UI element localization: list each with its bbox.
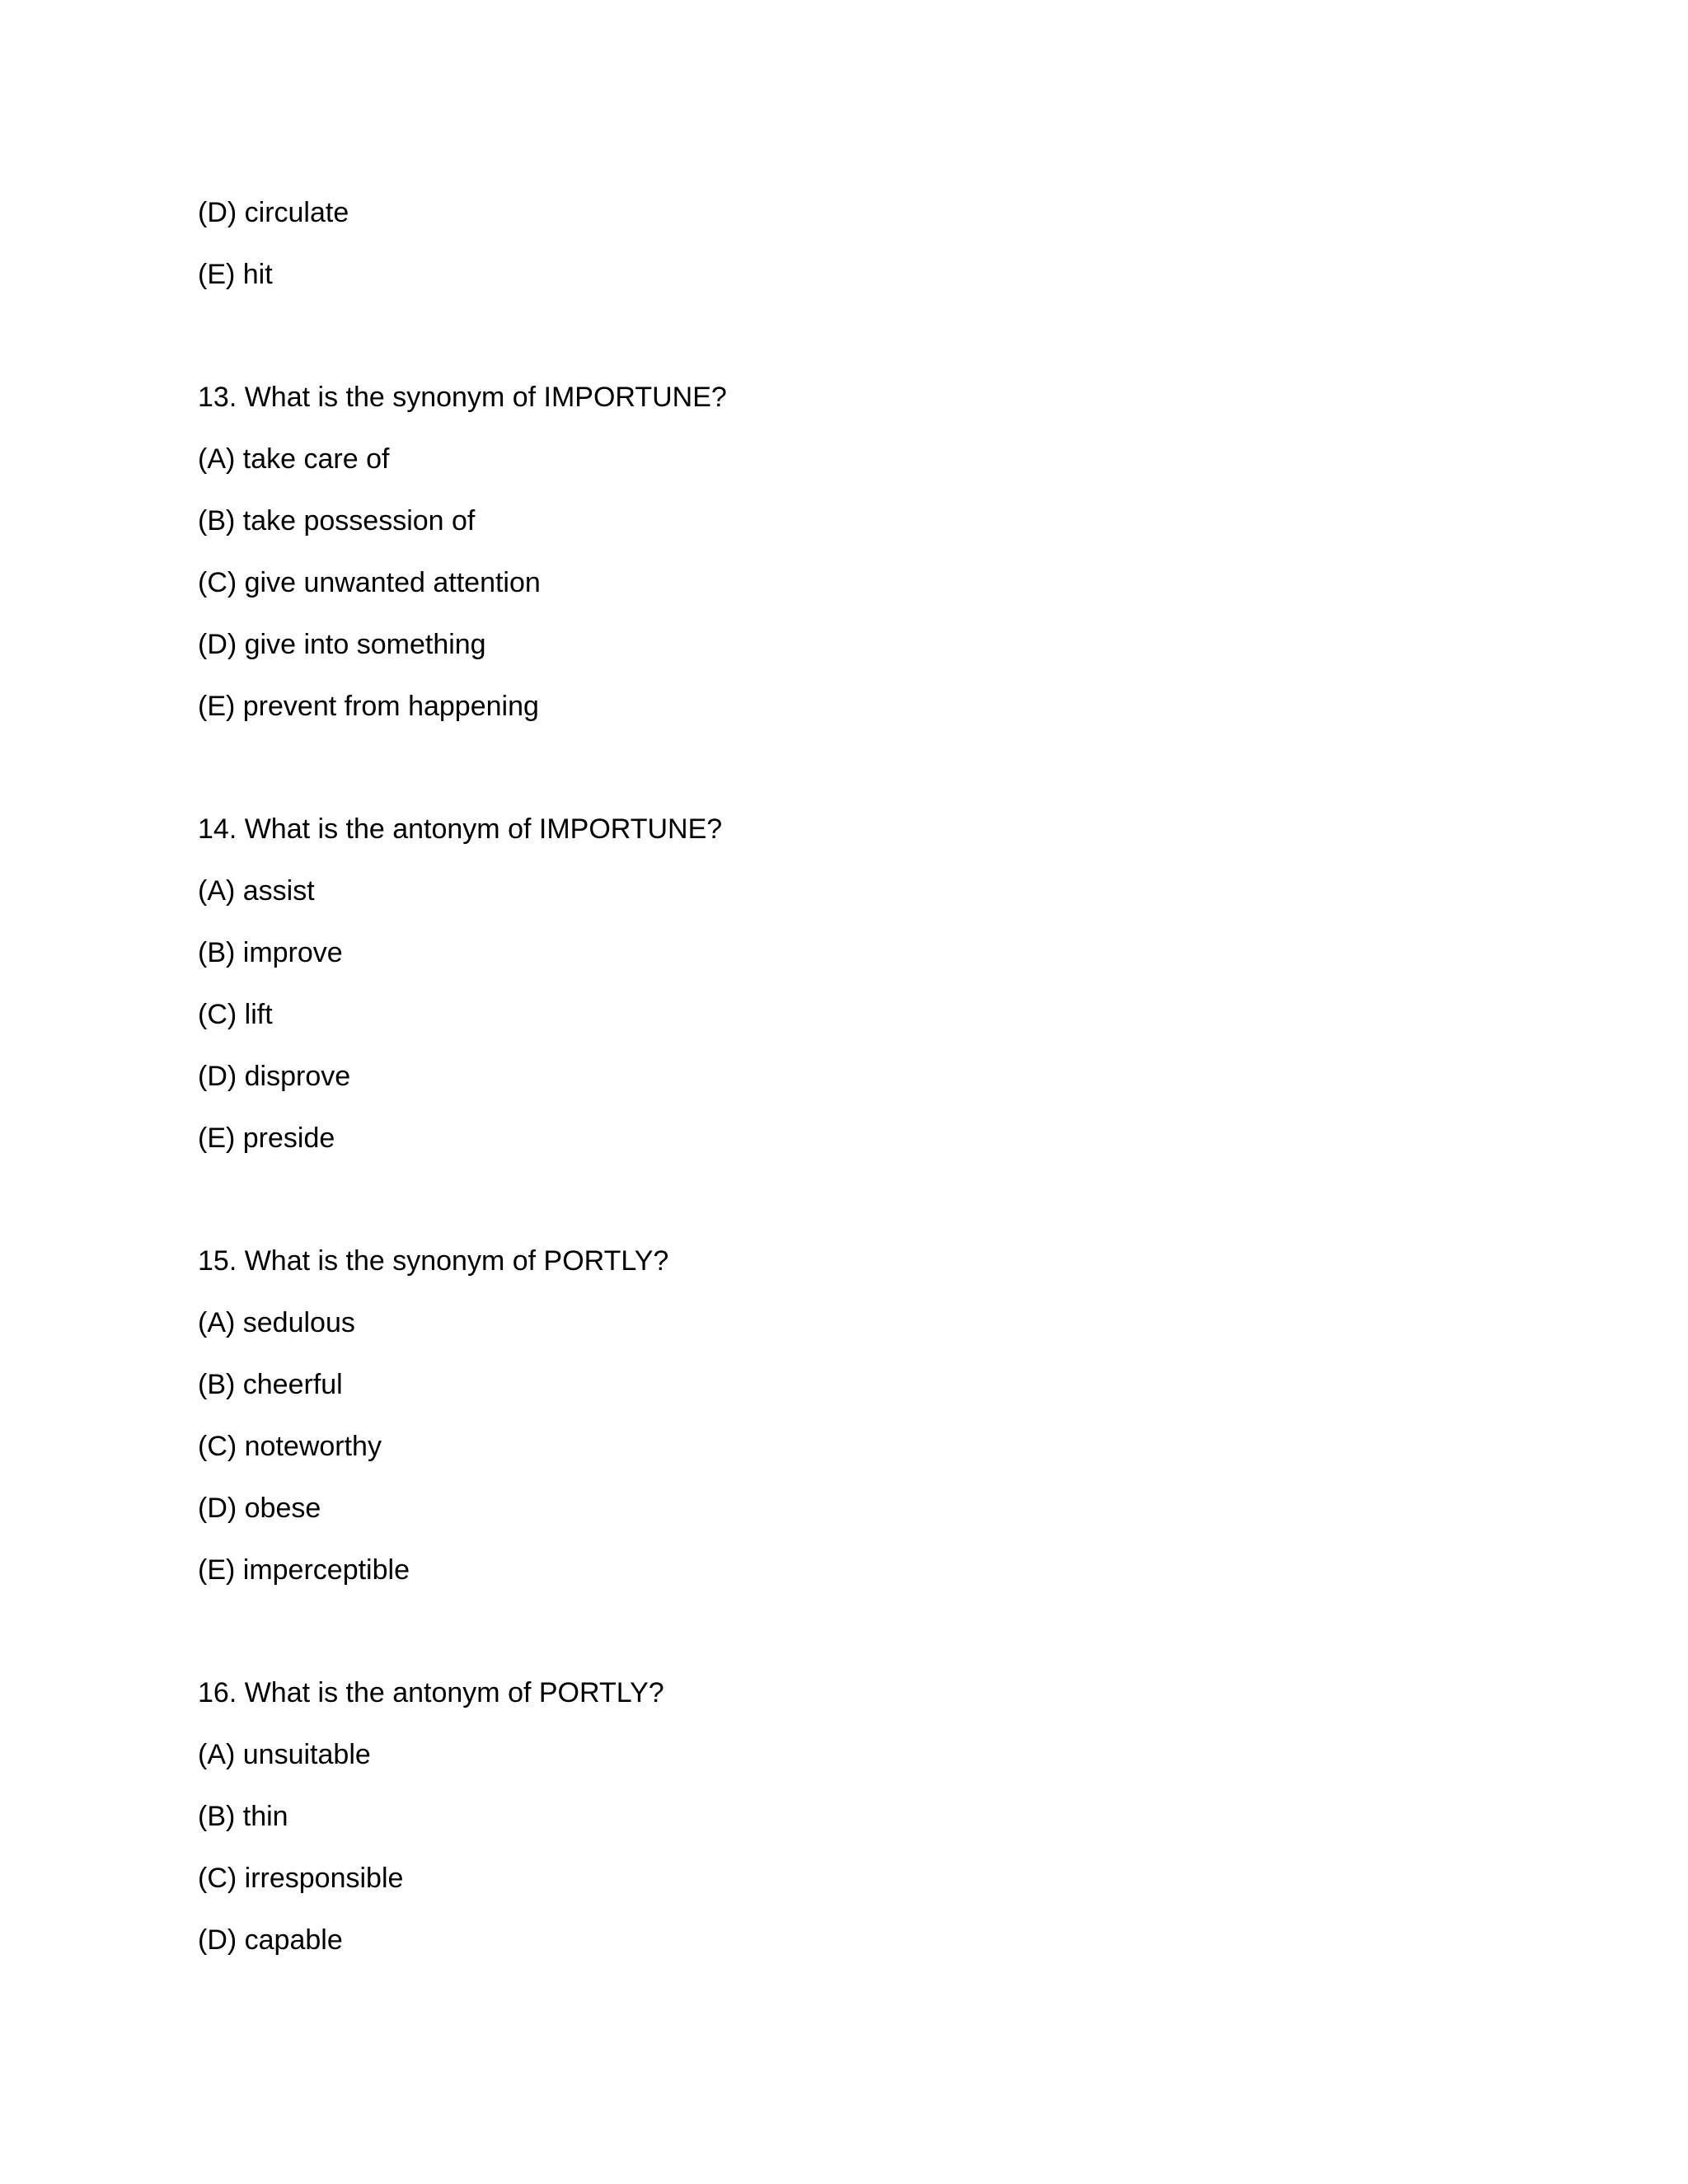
question-prompt: 14. What is the antonym of IMPORTUNE?: [198, 813, 723, 845]
question-14: [198, 813, 1484, 1183]
option-d: (D) disprove: [198, 1061, 351, 1092]
option-e: (E) prevent from happening: [198, 691, 539, 722]
option-e: (E) imperceptible: [198, 1554, 410, 1586]
option-a: (A) assist: [198, 875, 315, 907]
option-b: (B) thin: [198, 1801, 288, 1832]
option-c: (C) give unwanted attention: [198, 567, 541, 598]
question-16: [198, 1676, 1484, 1985]
option-e: (E) hit: [198, 259, 273, 290]
question-list: [198, 196, 1484, 1985]
question-prompt: 13. What is the synonym of IMPORTUNE?: [198, 382, 727, 413]
option-c: (C) lift: [198, 999, 273, 1030]
option-b: (B) improve: [198, 937, 343, 968]
option-a: (A) unsuitable: [198, 1739, 371, 1770]
option-d: (D) give into something: [198, 629, 486, 660]
question-prompt: 16. What is the antonym of PORTLY?: [198, 1677, 664, 1708]
option-b: (B) take possession of: [198, 505, 476, 537]
option-d: (D) obese: [198, 1493, 321, 1524]
option-a: (A) take care of: [198, 443, 390, 475]
option-a: (A) sedulous: [198, 1307, 355, 1338]
question-prompt: 15. What is the synonym of PORTLY?: [198, 1245, 669, 1277]
option-d: (D) circulate: [198, 197, 349, 228]
question-15: [198, 1244, 1484, 1615]
option-c: (C) irresponsible: [198, 1863, 404, 1894]
option-d: (D) capable: [198, 1924, 343, 1956]
question-13: [198, 381, 1484, 752]
option-b: (B) cheerful: [198, 1369, 343, 1400]
option-c: (C) noteworthy: [198, 1431, 382, 1462]
carryover-options: [198, 196, 1484, 320]
option-e: (E) preside: [198, 1122, 335, 1154]
